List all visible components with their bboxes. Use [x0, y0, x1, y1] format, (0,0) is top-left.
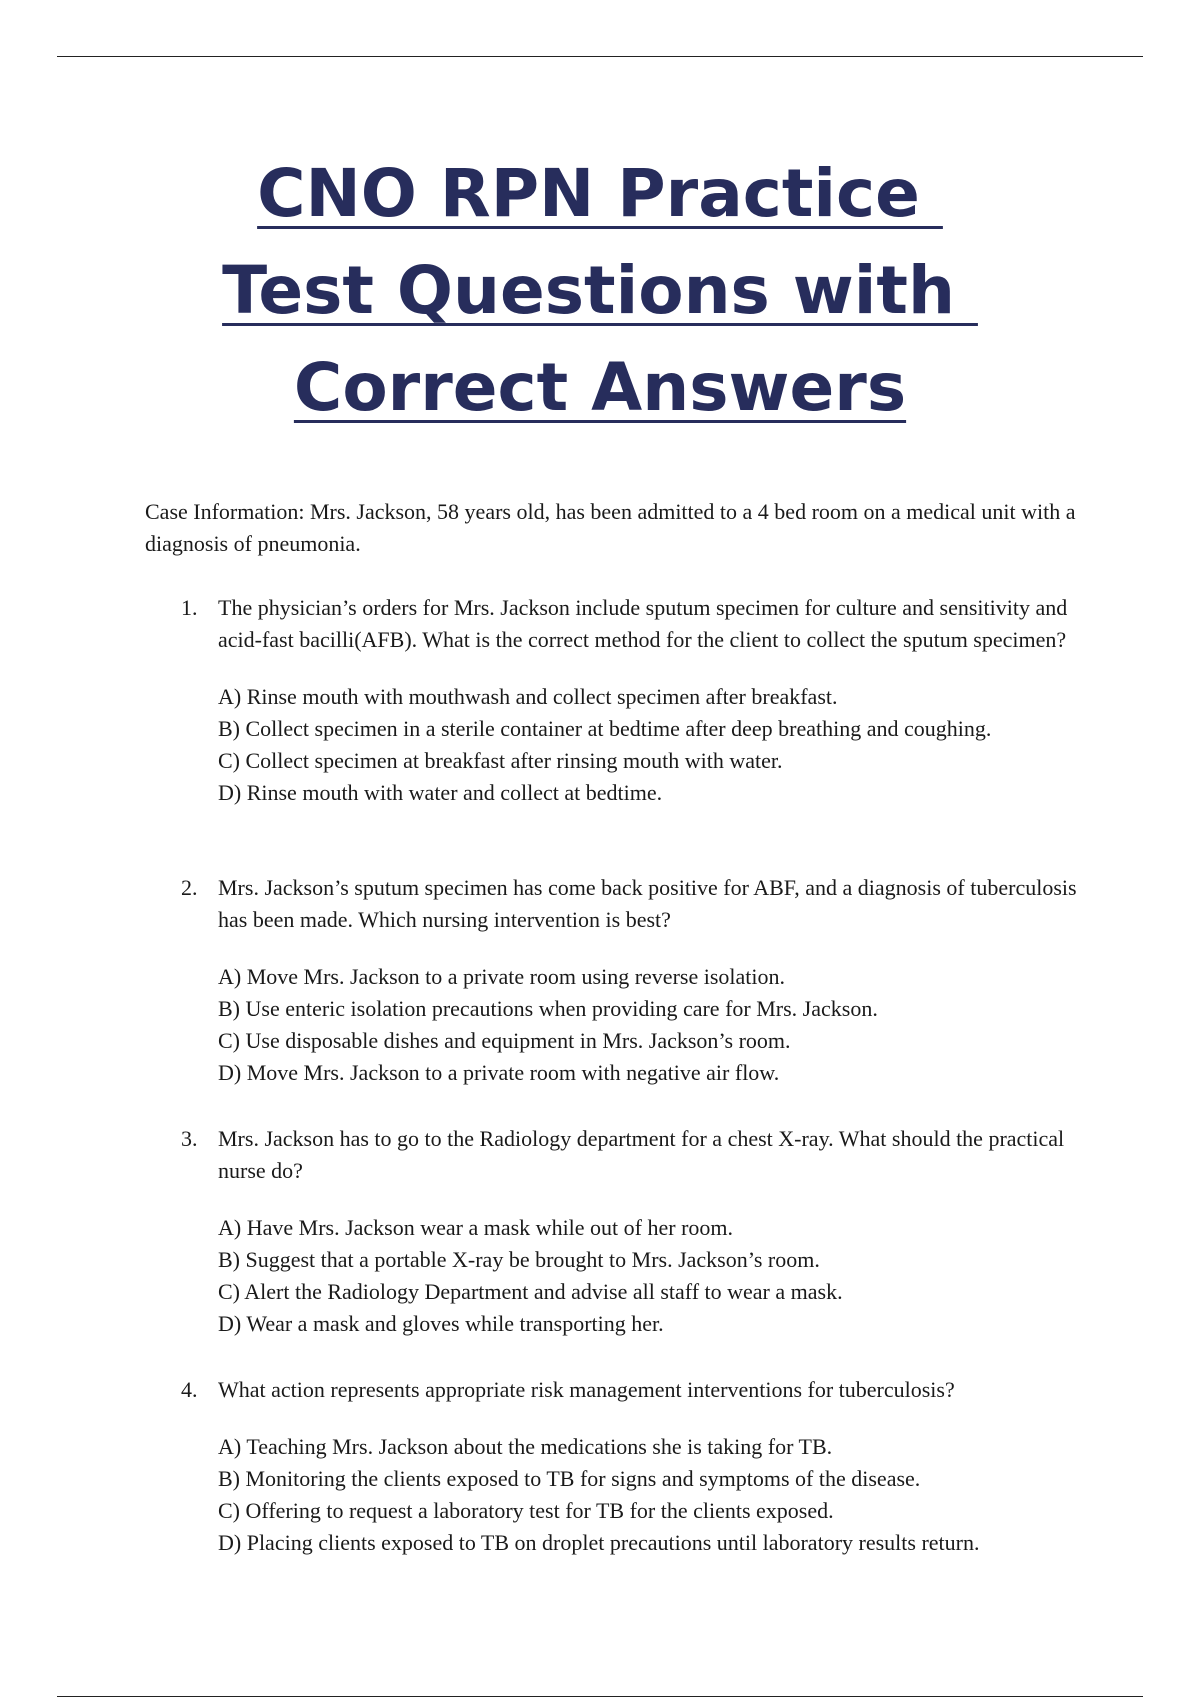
answer-options: [218, 681, 1080, 809]
option-b: B) Use enteric isolation precautions when providing care for Mrs. Jackson.: [218, 996, 878, 1021]
question-text: What action represents appropriate risk management interventions for tuberculosis?: [218, 1377, 955, 1402]
option-c: C) Use disposable dishes and equipment in Mrs. Jackson’s room.: [218, 1028, 791, 1053]
question-3: [145, 1123, 1080, 1374]
answer-options: [218, 1431, 1080, 1559]
bottom-rule: [57, 1696, 1143, 1697]
question-list: [145, 592, 1080, 1574]
title-line-1: CNO RPN Practice: [257, 155, 943, 232]
question-4: [145, 1374, 1080, 1574]
question-1: [145, 592, 1080, 872]
option-d: D) Rinse mouth with water and collect at bedtime.: [218, 780, 663, 805]
option-a: A) Move Mrs. Jackson to a private room using reverse isolation.: [218, 964, 785, 989]
option-d: D) Move Mrs. Jackson to a private room with negative air flow.: [218, 1060, 780, 1085]
title-line-2: Test Questions with: [222, 252, 978, 329]
question-text: Mrs. Jackson has to go to the Radiology department for a chest X-ray. What should the practical nurse do?: [218, 1126, 1065, 1183]
answer-options: [218, 1212, 1080, 1340]
option-c: C) Collect specimen at breakfast after rinsing mouth with water.: [218, 748, 783, 773]
top-rule: [57, 56, 1143, 57]
option-a: A) Teaching Mrs. Jackson about the medications she is taking for TB.: [218, 1434, 833, 1459]
question-2: [145, 872, 1080, 1123]
option-b: B) Collect specimen in a sterile container at bedtime after deep breathing and coughing.: [218, 716, 992, 741]
question-number: 3.: [181, 1126, 198, 1151]
option-b: B) Monitoring the clients exposed to TB for signs and symptoms of the disease.: [218, 1466, 921, 1491]
question-number: 2.: [181, 875, 198, 900]
question-number: 1.: [181, 595, 198, 620]
option-d: D) Placing clients exposed to TB on droplet precautions until laboratory results return.: [218, 1530, 980, 1555]
option-d: D) Wear a mask and gloves while transporting her.: [218, 1311, 664, 1336]
option-a: A) Have Mrs. Jackson wear a mask while out of her room.: [218, 1215, 734, 1240]
question-text: The physician’s orders for Mrs. Jackson include sputum specimen for culture and sensitivity and acid-fast bacilli(AFB). What is the correct method for the client to collect the sputum specimen?: [218, 595, 1068, 652]
question-number: 4.: [181, 1377, 198, 1402]
option-b: B) Suggest that a portable X-ray be brought to Mrs. Jackson’s room.: [218, 1247, 820, 1272]
answer-options: [218, 961, 1080, 1089]
option-a: A) Rinse mouth with mouthwash and collect specimen after breakfast.: [218, 684, 838, 709]
document-title: [0, 145, 1200, 436]
question-text: Mrs. Jackson’s sputum specimen has come back positive for ABF, and a diagnosis of tuberculosis has been made. Which nursing intervention is best?: [218, 875, 1077, 932]
option-c: C) Offering to request a laboratory test for TB for the clients exposed.: [218, 1498, 834, 1523]
title-line-3: Correct Answers: [293, 349, 907, 426]
option-c: C) Alert the Radiology Department and advise all staff to wear a mask.: [218, 1279, 843, 1304]
case-information: Case Information: Mrs. Jackson, 58 years old, has been admitted to a 4 bed room on a medical unit with a diagnosis of pneumonia.: [145, 499, 1076, 556]
